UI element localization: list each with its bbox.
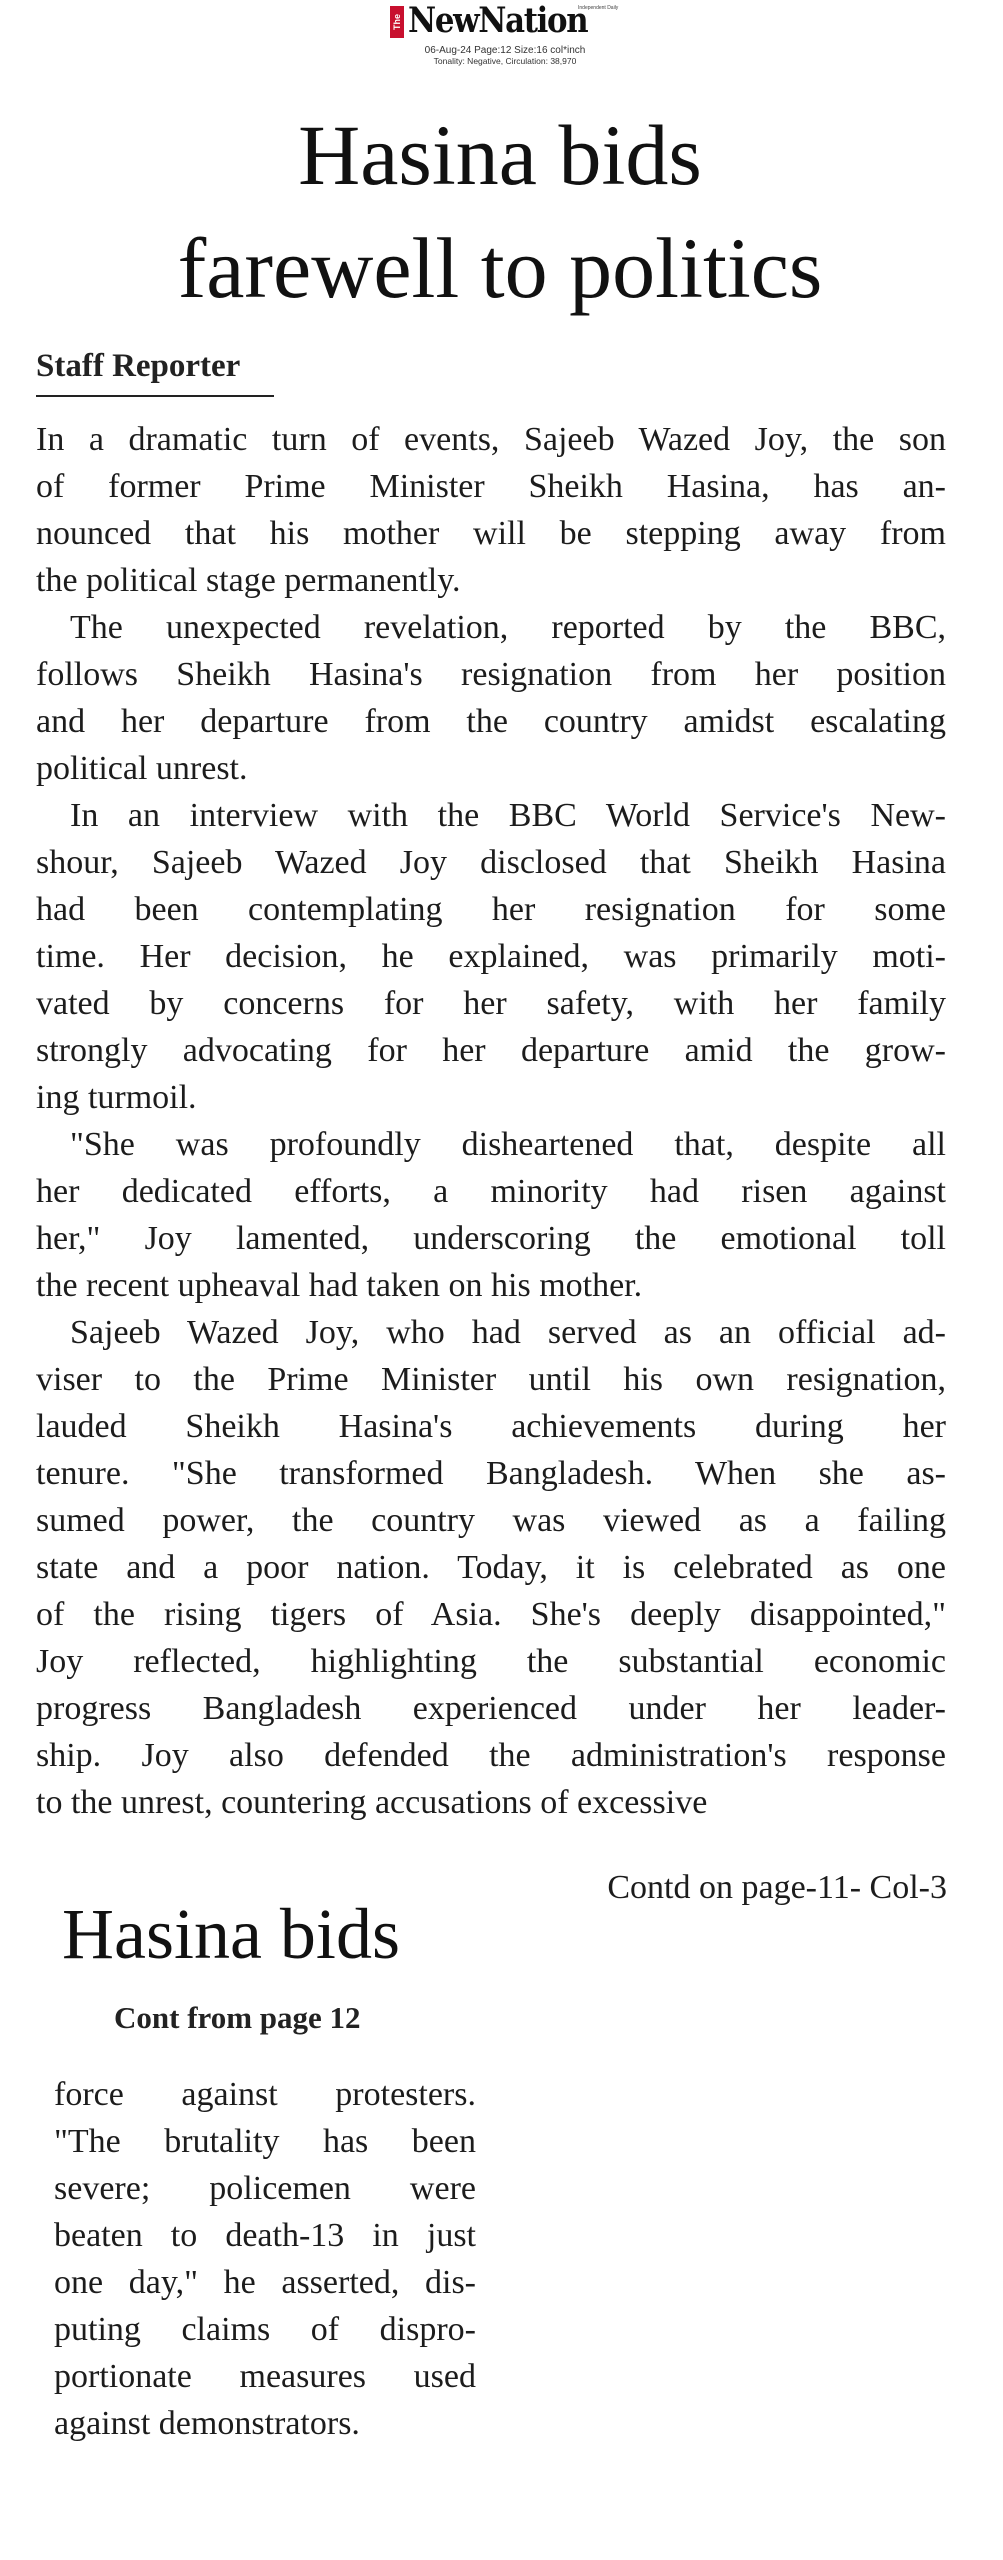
masthead-tagline: Independent Daily (578, 5, 619, 11)
body-line: sumed power, the country was viewed as a failing (36, 1502, 946, 1539)
byline-rule (36, 395, 274, 397)
continuation-headline: Hasina bids (62, 1894, 400, 1974)
body-line: Sajeeb Wazed Joy, who had served as an official ad- (70, 1314, 946, 1351)
body-line: progress Bangladesh experienced under her leader- (36, 1690, 946, 1727)
byline: Staff Reporter (36, 348, 241, 384)
headline-line-1: Hasina bids (298, 107, 702, 203)
body-line: The unexpected revelation, reported by the BBC, (70, 609, 946, 646)
headline-line-2: farewell to politics (177, 220, 823, 316)
continuation-line: portionate measures used (54, 2358, 476, 2395)
body-line: shour, Sajeeb Wazed Joy disclosed that Sheikh Hasina (36, 844, 946, 881)
continued-from-label: Cont from page 12 (114, 2000, 361, 2035)
body-line: lauded Sheikh Hasina's achievements during her (36, 1408, 946, 1445)
clip-info: 06-Aug-24 Page:12 Size:16 col*inch (424, 45, 586, 56)
body-line: "She was profoundly disheartened that, despite all (70, 1126, 946, 1163)
body-line: follows Sheikh Hasina's resignation from her position (36, 656, 946, 693)
continuation-line: against demonstrators. (54, 2405, 360, 2442)
body-line: of the rising tigers of Asia. She's deeply disappointed," (36, 1596, 946, 1633)
masthead-logo: NewNation (408, 0, 588, 41)
body-line: strongly advocating for her departure amid the grow- (36, 1032, 946, 1069)
continued-note: Contd on page-11- Col-3 (607, 1869, 947, 1906)
clip-stats: Tonality: Negative, Circulation: 38,970 (433, 56, 577, 66)
body-line: vated by concerns for her safety, with her family (36, 985, 946, 1022)
body-line: the political stage permanently. (36, 562, 461, 599)
body-line: the recent upheaval had taken on his mother. (36, 1267, 643, 1304)
body-line: state and a poor nation. Today, it is celebrated as one (36, 1549, 946, 1586)
body-line: her dedicated efforts, a minority had risen against (36, 1173, 946, 1210)
continuation-line: force against protesters. (54, 2076, 476, 2113)
continuation-line: severe; policemen were (54, 2170, 476, 2207)
body-line: In an interview with the BBC World Service's New- (70, 797, 946, 834)
body-line: time. Her decision, he explained, was primarily moti- (36, 938, 946, 975)
masthead-the-badge: The (390, 6, 404, 38)
masthead (388, 2, 618, 42)
continuation-line: one day," he asserted, dis- (54, 2264, 476, 2301)
body-line: had been contemplating her resignation for some (36, 891, 946, 928)
body-line: to the unrest, countering accusations of excessive (36, 1784, 708, 1821)
body-line: and her departure from the country amidst escalating (36, 703, 946, 740)
continuation-line: "The brutality has been (54, 2123, 476, 2160)
continuation-line: puting claims of dispro- (54, 2311, 476, 2348)
body-line: her," Joy lamented, underscoring the emotional toll (36, 1220, 946, 1257)
body-line: viser to the Prime Minister until his own resignation, (36, 1361, 946, 1398)
body-line: Joy reflected, highlighting the substantial economic (36, 1643, 946, 1680)
body-line: In a dramatic turn of events, Sajeeb Wazed Joy, the son (36, 421, 946, 458)
body-line: political unrest. (36, 750, 248, 787)
body-line: ing turmoil. (36, 1079, 197, 1116)
body-line: ship. Joy also defended the administration's response (36, 1737, 946, 1774)
body-line: tenure. "She transformed Bangladesh. When she as- (36, 1455, 946, 1492)
continuation-line: beaten to death-13 in just (54, 2217, 476, 2254)
body-line: nounced that his mother will be stepping away from (36, 515, 946, 552)
body-line: of former Prime Minister Sheikh Hasina, has an- (36, 468, 946, 505)
